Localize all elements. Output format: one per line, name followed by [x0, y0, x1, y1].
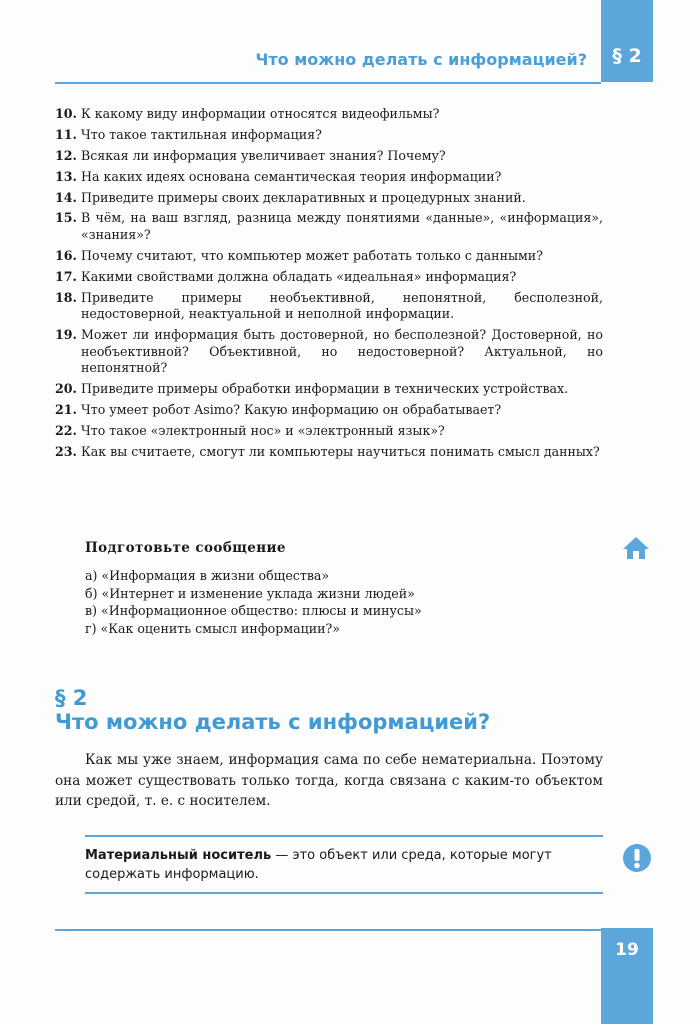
question-item: [55, 210, 603, 243]
question-text: Что умеет робот Asimo? Какую информацию он обрабатывает?: [81, 402, 502, 418]
topic-item: г) «Как оценить смысл информации?»: [85, 620, 340, 636]
header-rule: [55, 82, 601, 84]
question-number: 15.: [55, 210, 77, 226]
question-text: Приведите примеры своих декларативных и процедурных знаний.: [81, 189, 526, 205]
definition: [85, 847, 585, 884]
section-title: Что можно делать с информацией?: [55, 710, 491, 734]
definition-term: Материальный носитель: [85, 848, 272, 863]
question-text: Почему считают, что компьютер может работать только с данными?: [81, 247, 543, 263]
question-item: [55, 106, 603, 123]
question-text: Что такое тактильная информация?: [81, 126, 322, 142]
footer-rule: [55, 929, 601, 931]
running-title: Что можно делать с информацией?: [255, 50, 587, 69]
question-text: Как вы считаете, смогут ли компьютеры научиться понимать смысл данных?: [81, 443, 600, 459]
question-number: 12.: [55, 147, 77, 163]
question-number: 21.: [55, 402, 77, 418]
topic-item: в) «Информационное общество: плюсы и минусы»: [85, 603, 422, 619]
question-number: 14.: [55, 189, 77, 205]
question-item: [55, 444, 603, 461]
question-text: Какими свойствами должна обладать «идеальная» информация?: [81, 268, 517, 284]
section-tab: [601, 0, 653, 82]
intro-paragraph: Как мы уже знаем, информация сама по себе нематериальна. Поэтому она может существовать только тогда, когда связана с каким-то объектом или средой, т. е. с носителем.: [55, 752, 603, 809]
section-number: § 2: [55, 686, 88, 710]
question-item: [55, 248, 603, 265]
question-number: 17.: [55, 268, 77, 284]
question-number: 16.: [55, 247, 77, 263]
question-item: [55, 423, 603, 440]
alert-icon: [622, 843, 652, 873]
definition-text: — это объект или среда, которые могут содержать информацию.: [85, 848, 552, 882]
question-text: Приведите примеры необъективной, непонятной, бесполезной, недостоверной, неактуальной и неполной информации.: [81, 289, 603, 322]
question-number: 11.: [55, 126, 77, 142]
question-text: Может ли информация быть достоверной, но бесполезной? Достоверной, но необъективной? Объективной, но недостоверной? Актуальной, но непонятной?: [81, 327, 603, 376]
question-item: [55, 190, 603, 207]
page-number: 19: [615, 940, 639, 960]
question-item: [55, 148, 603, 165]
question-number: 10.: [55, 106, 77, 121]
question-item: [55, 269, 603, 286]
question-item: [55, 402, 603, 419]
questions-list: [55, 106, 603, 465]
topics-list: [85, 568, 422, 638]
question-text: На каких идеях основана семантическая теория информации?: [81, 168, 502, 184]
home-icon: [621, 535, 651, 561]
question-number: 20.: [55, 381, 77, 397]
question-text: К какому виду информации относятся видеофильмы?: [81, 106, 440, 121]
question-item: [55, 290, 603, 323]
section-badge: § 2: [612, 45, 642, 67]
question-item: [55, 381, 603, 398]
question-text: Что такое «электронный нос» и «электронный язык»?: [81, 423, 445, 439]
topic-item: б) «Интернет и изменение уклада жизни людей»: [85, 585, 415, 601]
question-number: 13.: [55, 168, 77, 184]
question-text: В чём, на ваш взгляд, разница между понятиями «данные», «информация», «знания»?: [81, 210, 603, 243]
question-text: Всякая ли информация увеличивает знания? Почему?: [81, 147, 446, 163]
prepare-title: Подготовьте сообщение: [85, 540, 286, 556]
question-text: Приведите примеры обработки информации в технических устройствах.: [81, 381, 569, 397]
question-item: [55, 327, 603, 377]
question-item: [55, 169, 603, 186]
definition-rule-bottom: [85, 892, 603, 894]
question-number: 19.: [55, 327, 77, 343]
definition-rule-top: [85, 835, 603, 837]
question-number: 23.: [55, 443, 77, 459]
question-number: 22.: [55, 423, 77, 439]
topic-item: а) «Информация в жизни общества»: [85, 568, 330, 583]
question-number: 18.: [55, 289, 77, 305]
question-item: [55, 127, 603, 144]
